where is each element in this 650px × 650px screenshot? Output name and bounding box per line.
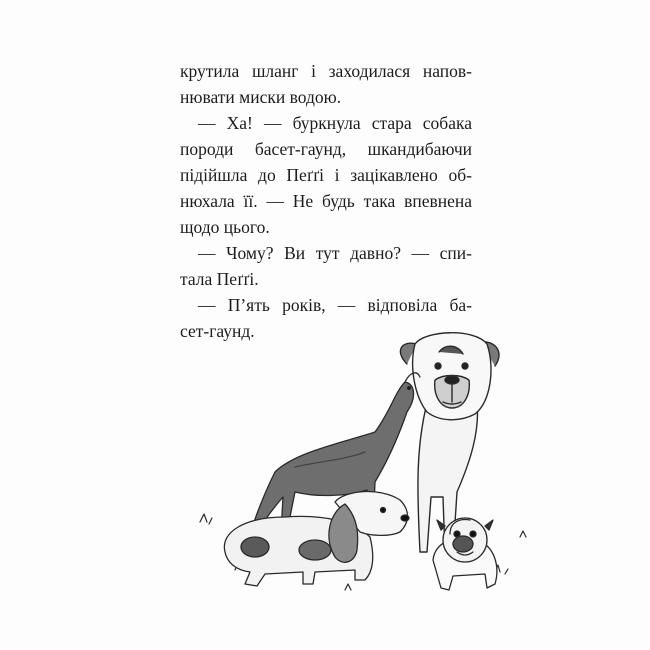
text-line: породи басет-гаунд, шкандибаючи [180,139,472,159]
text-line: сет-гаунд. [180,321,255,341]
boxer-dog [400,333,499,554]
text-line: — Ха! — буркнула стара собака [198,113,472,133]
text-line: нюхала її. — Не будь така впевнена [180,191,472,211]
dogs-illustration [195,322,535,612]
pug-dog [433,518,497,590]
text-line: крутила шланг і заходилася напов- [180,61,472,81]
basset-hound-dog [224,492,409,586]
text-line: щодо цього. [180,217,270,237]
text-line: — П’ять років, — відповіла ба- [198,295,472,315]
text-line: підійшла до Пеґґі і зацікавлено об- [180,165,472,185]
text-line: — Чому? Ви тут давно? — спи- [198,243,472,263]
text-line: нювати миски водою. [180,87,342,107]
body-text [180,58,472,344]
text-line: тала Пеґґі. [180,269,259,289]
